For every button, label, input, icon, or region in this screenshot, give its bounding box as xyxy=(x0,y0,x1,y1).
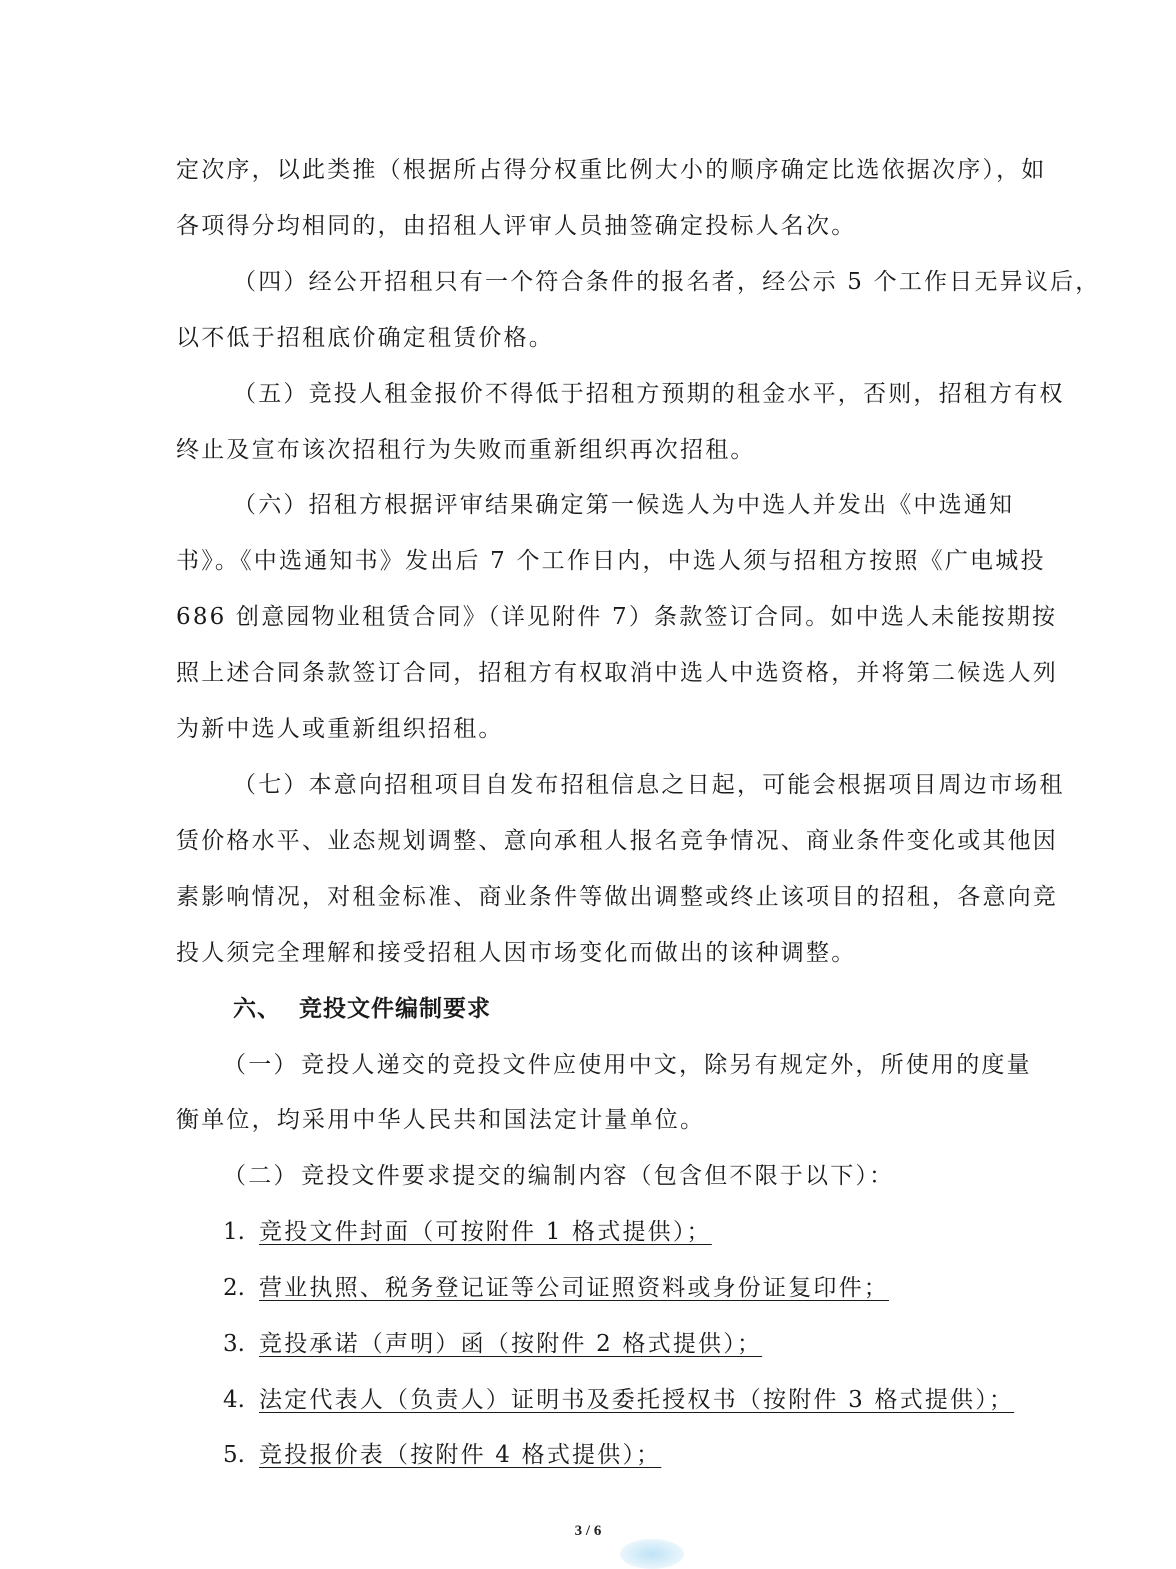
paragraph-line: 686 创意园物业租赁合同》（详见附件 7）条款签订合同。如中选人未能按期按 xyxy=(176,604,1058,630)
list-item xyxy=(223,1329,762,1359)
paragraph-line: 衡单位，均采用中华人民共和国法定计量单位。 xyxy=(176,1107,706,1133)
paragraph-line: 赁价格水平、业态规划调整、意向承租人报名竞争情况、商业条件变化或其他因 xyxy=(176,828,1058,854)
list-item-number: 3. xyxy=(223,1331,245,1357)
paragraph-line: 终止及宣布该次招租行为失败而重新组织再次招租。 xyxy=(176,437,756,463)
paragraph-line: （四）经公开招租只有一个符合条件的报名者，经公示 5 个工作日无异议后， xyxy=(233,269,1101,295)
paragraph-line: 定次序，以此类推（根据所占得分权重比例大小的顺序确定比选依据次序），如 xyxy=(176,157,1047,183)
paragraph-line: （六）招租方根据评审结果确定第一候选人为中选人并发出《中选通知 xyxy=(233,492,1015,518)
list-item-number: 1. xyxy=(223,1219,245,1245)
subsection-line xyxy=(223,1161,894,1191)
list-item-text: 竞投承诺（声明）函（按附件 2 格式提供）； xyxy=(259,1331,763,1357)
subsection-text: 竞投文件要求提交的编制内容（包含但不限于以下）： xyxy=(301,1163,895,1189)
page-number: 3 / 6 xyxy=(574,1523,602,1539)
list-item-number: 2. xyxy=(223,1275,245,1301)
paragraph-line: 以不低于招租底价确定租赁价格。 xyxy=(176,325,554,351)
list-item-text: 竞投文件封面（可按附件 1 格式提供）； xyxy=(259,1219,712,1245)
paragraph-line: 投人须完全理解和接受招租人因市场变化而做出的该种调整。 xyxy=(176,940,857,966)
section-number: 六、 xyxy=(233,996,281,1022)
paragraph-line: 素影响情况，对租金标准、商业条件等做出调整或终止该项目的招租，各意向竞 xyxy=(176,884,1058,910)
list-item xyxy=(223,1217,712,1247)
list-item-text: 竞投报价表（按附件 4 格式提供）； xyxy=(259,1442,662,1468)
list-item-text: 法定代表人（负责人）证明书及委托授权书（按附件 3 格式提供）； xyxy=(259,1387,1015,1413)
subsection-line xyxy=(223,1050,1032,1080)
paragraph-line: （五）竞投人租金报价不得低于招租方预期的租金水平，否则，招租方有权 xyxy=(233,381,1065,407)
paragraph-line: 书》。《中选通知书》发出后 7 个工作日内，中选人须与招租方按照《广电城投 xyxy=(176,548,1046,574)
floating-widget[interactable] xyxy=(620,1539,684,1569)
paragraph-line: 照上述合同条款签订合同，招租方有权取消中选人中选资格，并将第二候选人列 xyxy=(176,660,1058,686)
list-item-number: 5. xyxy=(223,1442,245,1468)
section-heading xyxy=(233,994,491,1024)
list-item-number: 4. xyxy=(223,1387,245,1413)
subsection-number: （二） xyxy=(223,1163,299,1189)
paragraph-line: （七）本意向招租项目自发布招租信息之日起，可能会根据项目周边市场租 xyxy=(233,772,1065,798)
subsection-number: （一） xyxy=(223,1052,299,1078)
list-item xyxy=(223,1440,661,1470)
list-item xyxy=(223,1273,889,1303)
subsection-text: 竞投人递交的竞投文件应使用中文，除另有规定外，所使用的度量 xyxy=(301,1052,1032,1078)
list-item xyxy=(223,1385,1014,1415)
list-item-text: 营业执照、税务登记证等公司证照资料或身份证复印件； xyxy=(259,1275,889,1301)
paragraph-line: 各项得分均相同的，由招租人评审人员抽签确定投标人名次。 xyxy=(176,213,857,239)
section-title: 竞投文件编制要求 xyxy=(299,996,491,1022)
paragraph-line: 为新中选人或重新组织招租。 xyxy=(176,716,504,742)
